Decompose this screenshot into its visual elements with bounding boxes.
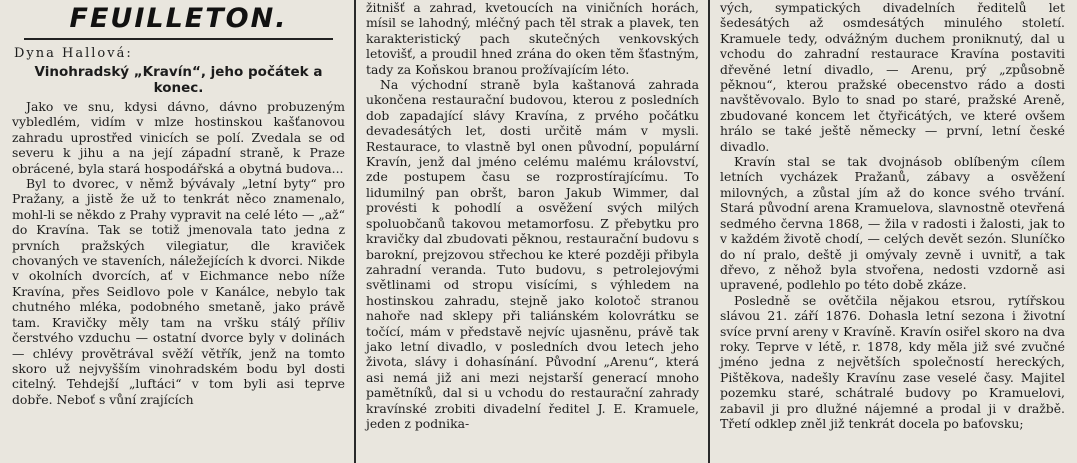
column-divider (354, 0, 356, 463)
article-title: Vinohradský „Kravín“, jeho počátek a konec. (34, 64, 323, 96)
paragraph: Na východní straně byla kaštanová zahrada ukončena restaurační budovou, kterou z posledních dob zapadající slávy Kravína, z prvého počátku devadesátých let, dosti určitě mám v mysli. Restaurace, to vlastně byl onen původní, populární Kravín, jenž dal jméno celému malému království, zde postupem času se rozprostírajícímu. To lidumilný pan obršt, baron Jakub Wimmer, dal provésti k pohodlí a osvěžení svých milých spoluobčanů takovou metamorfosu. Z přebytku pro kravičky dal zbudovati pěknou, restaurační budovu s barokní, prejzovou střechou ke které později přibyla zahradní veranda. Tuto budovu, s petrolejovými světlinami od stropu visícími, s výhledem na hostinskou zahradu, stejně jako kolotoč stranou nahoře nad sklepy při taliánském kolovrátku se točící, mám v představě nejvíc ujasněnu, právě tak jako letní divadlo, v posledních dvou letech jeho života, slávy i dohasínání. Původní „Arenu“, která asi nemá již ani mezi nejstarší generací mnoho pamětníků, dal si u vchodu do restaurační zahrady kravínské zrobiti divadelní ředitel J. E. Kramuele, jeden z podnika- (366, 77, 699, 431)
section-header: FEUILLETON. (69, 3, 288, 34)
column-1 (6, 0, 351, 463)
author-name: Dyna Hallová: (14, 46, 133, 61)
column-divider (708, 0, 710, 463)
paragraph: vých, sympatických divadelních ředitelů let šedesátých až osmdesátých minulého století. Kramuele tedy, odvážným duchem proniknutý, dal u vchodu do zahradní restaurace Kravína postaviti dřevěné letní divadlo, — Arenu, prý „způsobně pěknou“, kterou pražské obecenstvo rádo a dosti navštěvovalo. Bylo to snad po staré, pražské Areně, zbudované koncem let čtyřicátých, ve které ovšem hrálo se také ještě německy — první, letní české divadlo. (720, 0, 1065, 154)
paragraph: Kravín stal se tak dvojnásob oblíbeným cílem letních vycházek Pražanů, zábavy a osvěžení milovných, a zůstal jím až do konce svého trvání. Stará původní arena Kramuelova, slavnostně otevřená sedmého června 1868, — žila v radosti i žalosti, jak to v každém životě chodí, — celých devět sezón. Sluníčko do ní pralo, deště ji omývaly zevně i uvnitř, a tak dřevo, z něhož byla stvořena, nedosti vzdorně asi upravené, podlehlo po této době zkáze. (720, 154, 1065, 293)
column-2 (360, 0, 705, 463)
column-3 (714, 0, 1071, 463)
header-rule (24, 38, 333, 40)
paragraph: Posledně se ovětčila nějakou etsrou, rytířskou slávou 21. září 1876. Dohasla letní sezona i životní svíce první areny v Kravíně. Kravín osiřel skoro na dva roky. Teprve v létě, r. 1878, kdy měla již své zvučné jméno jedna z největších společností hereckých, Pištěkova, nadešly Kravínu zase veselé časy. Majitel pozemku staré, schátralé budovy po Kramuelovi, zabavil ji pro dlužné nájemné a prodal ji v dražbě. Třetí odklep zněl již tenkrát docela po baťovsku; (720, 292, 1065, 431)
paragraph: žitnišť a zahrad, kvetoucích na viničních horách, mísil se lahodný, mléčný pach těl strak a plavek, ten karakteristický pach skutečných venkovských letovišť, a proudil hned zrána do oken těm šťastným, tady za Koňskou branou prožívajícím léto. (366, 0, 699, 77)
paragraph: Jako ve snu, kdysi dávno, dávno probuzeným vybledlém, vidím v mlze hostinskou kašťanovou zahradu uprostřed vinicích se polí. Zvedala se od severu k jihu a na její západní straně, k Praze obrácené, byla stará hospodářská a obytná budova... (12, 99, 345, 176)
paragraph: Byl to dvorec, v němž bývávaly „letní byty“ pro Pražany, a jistě že už to tenkrát něco znamenalo, mohl-li se někdo z Prahy vypravit na celé léto — „až“ do Kravína. Tak se totiž jmenovala tato jedna z prvních pražských vilegiatur, dle kraviček chovaných ve staveních, náležejících k dvorci. Nikde v okolních dvorcích, ať v Eichmance nebo níže Kravína, přes Seidlovo pole v Kanálce, nebylo tak chutného mléka, podobného smetaně, jako právě tam. Kravičky měly tam na vršku stálý příliv čerstvého vzduchu — ostatní dvorce byly v dolinách — chlévy provětrával svěží větřík, jenž na tomto skoro už nejvyšším vinohradském bodu byl dosti citelný. Tehdejší „luftáci“ v tom byli asi teprve dobře. Neboť s vůní zrajících (12, 176, 345, 407)
